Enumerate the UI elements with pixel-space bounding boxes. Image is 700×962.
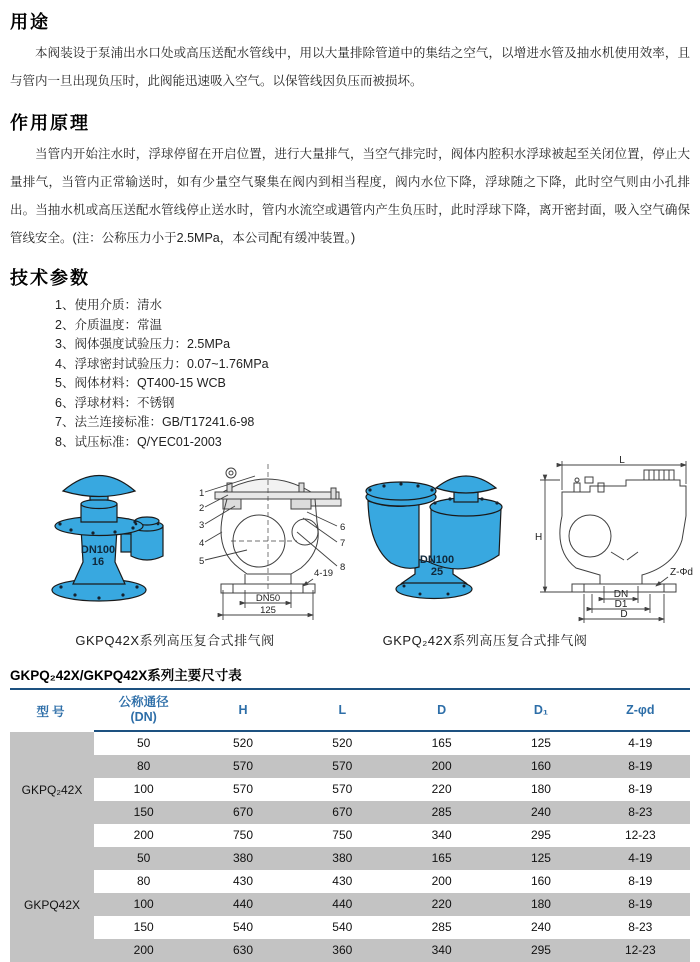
specs-heading: 技术参数 [10,268,90,288]
column-header-l: L [338,702,347,717]
column-header-d: D [437,702,447,717]
cell-dn: 100 [133,897,154,911]
bolt-spec-label: 4-19 [314,568,334,579]
part-label-8: 8 [340,562,346,573]
cell-l: 360 [332,943,353,957]
dim-label-l: L [619,456,625,466]
width-dim-label: 125 [260,605,276,616]
cell-z: 8-19 [628,897,653,911]
part-label-3: 3 [199,520,205,531]
cell-z: 8-19 [628,874,653,888]
cell-h: 540 [232,920,253,934]
part-label-6: 6 [340,522,346,533]
double-valve-drawing [366,476,502,599]
usage-heading: 用途 [10,12,50,32]
cell-z: 8-19 [628,782,653,796]
cell-dn: 200 [133,828,154,842]
dim-label-h: H [535,532,543,543]
dim-labels [535,456,693,620]
cell-dn: 100 [133,782,154,796]
cell-l: 750 [332,828,353,842]
cell-z: 4-19 [628,736,653,750]
photo1-size-label: DN100 [80,544,116,556]
cell-z: 12-23 [624,943,656,957]
caption-gkpq42x: GKPQ42X系列高压复合式排气阀 [75,633,275,648]
spec-item-body-material: 5、阀体材料：QT400-15 WCB [55,376,226,390]
cell-h: 520 [232,736,253,750]
dim-outline [560,470,686,592]
spec-item-test-standard: 8、试压标准：Q/YEC01-2003 [55,434,222,449]
principle-heading: 作用原理 [10,113,90,133]
part-label-2: 2 [199,503,205,514]
cell-dn: 80 [136,874,151,888]
cell-z: 8-23 [628,920,653,934]
column-header-dn [94,690,193,730]
cell-d1: 160 [530,874,551,888]
dim-label-d: D [620,609,628,620]
part-label-4: 4 [199,538,205,549]
cell-l: 570 [332,759,353,773]
section-labels [199,488,345,616]
cell-h: 570 [232,782,253,796]
cell-dn: 50 [136,736,151,750]
table-header-row [10,688,690,732]
cell-d: 165 [431,736,452,750]
cell-l: 570 [332,782,353,796]
section-specs [10,264,690,452]
table-row [94,870,690,893]
cell-h: 440 [232,897,253,911]
cell-d1: 240 [530,805,551,819]
cell-d1: 240 [530,920,551,934]
dim-label-z: Z-Φd [670,567,693,578]
cell-z: 8-23 [628,805,653,819]
principle-paragraph: 当管内开始注水时，浮球停留在开启位置，进行大量排气，当空气排完时，阀体内腔积水浮球被起至关闭位置，停止大量排气，当管内正常输送时，如有少量空气聚集在阀内到相当程度，阀内水位下降，浮球随之下降，此时空气则由小孔排出。当抽水机或高压送配水管线停止送水时，管内水流空或遇管内产生负压时，此时浮球下降，离开密封面，吸入空气确保管线安全。(注：公称压力小于2.5MPa，本公司配有缓冲装置。) [10,147,690,245]
table-row [94,732,690,755]
valve-dimension-drawing [532,456,700,631]
table-body [10,732,690,962]
valve-section-drawing [193,462,351,631]
part-label-1: 1 [199,488,205,499]
spec-list [10,296,690,452]
table-row [94,939,690,962]
cell-d1: 180 [530,782,551,796]
table-row [94,893,690,916]
table-row [94,778,690,801]
cell-d: 220 [431,897,452,911]
usage-paragraph: 本阀装设于泵浦出水口处或高压送配水管线中，用以大量排除管道中的集结之空气，以增进水管及抽水机使用效率，且与管内一旦出现负压时，此阀能迅速吸入空气。以保管线因负压而被损坏。 [10,46,690,88]
photo2-size-label: DN100 [419,554,455,566]
cell-z: 12-23 [624,828,656,842]
column-header-dn-line1: 公称通径 [118,695,169,709]
cell-h: 570 [232,759,253,773]
photo1-pressure-label: 16 [91,556,105,568]
column-header-z: Z-φd [626,702,655,717]
spec-item-medium: 1、使用介质：清水 [55,298,162,312]
cell-l: 430 [332,874,353,888]
column-header-dn-line2: (DN) [130,710,157,724]
table-row [94,801,690,824]
figures-row [10,456,693,656]
table-row [94,916,690,939]
cell-d: 340 [431,943,452,957]
table-header-columns [94,690,690,732]
table-row [94,847,690,870]
spec-item-float-material: 6、浮球材料：不锈钢 [55,395,175,410]
cell-h: 430 [232,874,253,888]
spec-item-seal-test-pressure: 4、浮球密封试验压力：0.07~1.76MPa [55,356,269,371]
table-rows [94,732,690,962]
cell-l: 380 [332,851,353,865]
cell-l: 540 [332,920,353,934]
cell-d1: 160 [530,759,551,773]
dn50-dim-label: DN50 [255,593,281,604]
cell-d1: 125 [530,851,551,865]
cell-d: 200 [431,759,452,773]
dim-label-dn: DN [613,589,629,600]
spec-item-temperature: 2、介质温度：常温 [55,317,162,332]
section-principle [10,109,690,252]
spec-item-body-test-pressure: 3、阀体强度试验压力：2.5MPa [55,337,231,351]
table-row [94,755,690,778]
cell-d: 285 [431,805,452,819]
cell-dn: 80 [136,759,151,773]
cell-z: 8-19 [628,759,653,773]
cell-dn: 200 [133,943,154,957]
dimension-table [10,664,690,962]
cell-l: 440 [332,897,353,911]
cell-h: 380 [232,851,253,865]
cell-d: 285 [431,920,452,934]
cell-d: 340 [431,828,452,842]
caption-gkpq242x: GKPQ₂42X系列高压复合式排气阀 [382,633,588,648]
cell-l: 670 [332,805,353,819]
cell-d: 165 [431,851,452,865]
column-header-h: H [238,702,248,717]
cell-h: 630 [232,943,253,957]
photo2-pressure-label: 25 [430,566,444,578]
model-column [10,732,94,962]
cell-h: 750 [232,828,253,842]
cell-d: 220 [431,782,452,796]
cell-dn: 50 [136,851,151,865]
cell-h: 670 [232,805,253,819]
cell-d1: 295 [530,828,551,842]
cell-d: 200 [431,874,452,888]
cell-l: 520 [332,736,353,750]
cell-dn: 150 [133,805,154,819]
dim-label-d1: D1 [614,599,628,610]
part-label-5: 5 [199,556,205,567]
table-title: GKPQ₂42X/GKPQ42X系列主要尺寸表 [10,668,242,683]
single-valve-drawing [52,476,163,602]
cell-d1: 295 [530,943,551,957]
valve-photo-single [35,466,167,611]
part-label-7: 7 [340,538,346,549]
column-header-d1: D₁ [533,702,549,717]
cell-z: 4-19 [628,851,653,865]
cell-d1: 180 [530,897,551,911]
cell-dn: 150 [133,920,154,934]
model-cell-gkpq242x: GKPQ₂42X [21,782,83,797]
spec-item-flange-standard: 7、法兰连接标准：GB/T17241.6-98 [55,415,255,429]
section-usage [10,8,690,95]
table-row [94,824,690,847]
valve-photo-double [360,468,510,613]
model-cell-gkpq42x: GKPQ42X [23,897,81,912]
cell-d1: 125 [530,736,551,750]
column-header-model: 型号 [36,705,68,719]
